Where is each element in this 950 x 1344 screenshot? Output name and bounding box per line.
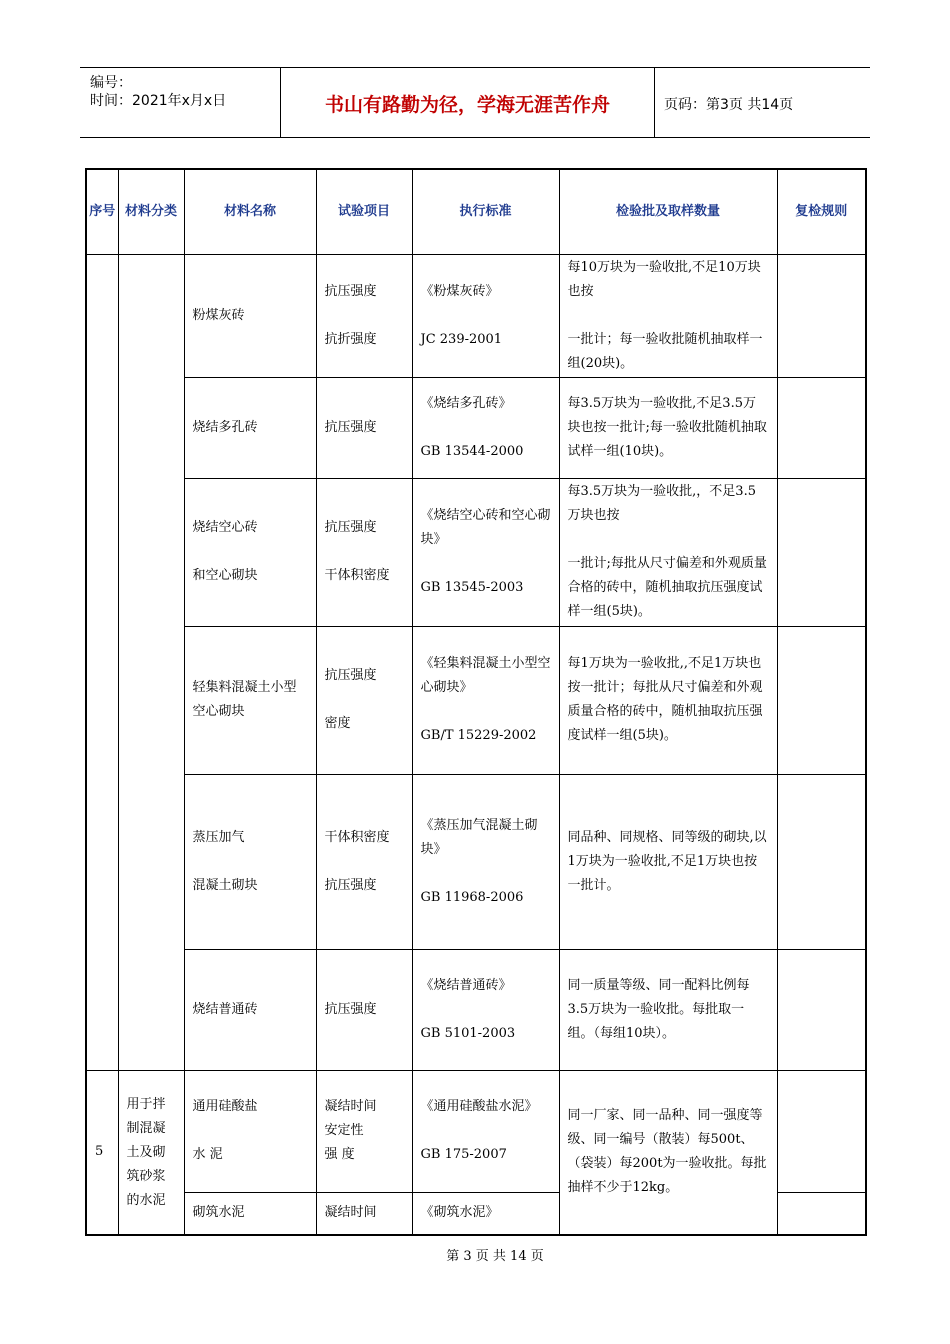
test-items — [316, 626, 412, 774]
col-header-test-items: 试验项目 — [316, 169, 412, 254]
standard — [412, 1070, 559, 1192]
seq-cell — [86, 1070, 118, 1235]
standard — [412, 1192, 559, 1235]
material-name — [184, 774, 316, 949]
test-item: 强 度 — [324, 1147, 355, 1162]
test-items — [316, 949, 412, 1070]
material-inspection-table — [85, 168, 867, 1236]
standard — [412, 949, 559, 1070]
retest-cell — [777, 254, 866, 377]
material-name — [184, 1192, 316, 1235]
material-name-text: 水 泥 — [192, 1147, 223, 1162]
test-items — [316, 1070, 412, 1192]
standard-code: GB 5101-2003 — [420, 1025, 516, 1041]
seq-text: 5 — [95, 1144, 104, 1160]
material-name — [184, 377, 316, 478]
standard — [412, 626, 559, 774]
standard — [412, 478, 559, 626]
sampling — [559, 254, 777, 377]
test-item: 凝结时间 — [324, 1099, 377, 1114]
material-name-text: 通用硅酸盐 — [192, 1099, 258, 1114]
retest-cell — [777, 949, 866, 1070]
col-header-sampling: 检验批及取样数量 — [559, 169, 777, 254]
test-item: 安定性 — [324, 1123, 364, 1138]
sampling-text: 每1万块为一验收批,,不足1万块也按一批计；每批从尺寸偏差和外观质量合格的砖中，随机抽取抗压强度试样一组(5块)。 — [567, 656, 763, 743]
time-label: 时间：2021年x月x日 — [90, 93, 227, 109]
sampling — [559, 774, 777, 949]
table-row — [86, 478, 866, 626]
header-left-cell — [80, 68, 280, 137]
standard-title: 《通用硅酸盐水泥》 — [420, 1099, 538, 1114]
material-name-text: 烧结普通砖 — [192, 1001, 258, 1017]
retest-cell — [777, 626, 866, 774]
standard-title: 《烧结空心砖和空心砌块》 — [420, 508, 551, 547]
standard-code: GB 175-2007 — [420, 1147, 507, 1162]
material-name — [184, 626, 316, 774]
test-item: 干体积密度 — [324, 829, 390, 845]
sampling — [559, 949, 777, 1070]
test-items — [316, 254, 412, 377]
standard-code: GB/T 15229-2002 — [420, 728, 537, 743]
test-item: 干体积密度 — [324, 568, 390, 583]
test-items — [316, 774, 412, 949]
material-name-text: 烧结多孔砖 — [192, 419, 258, 435]
sampling-text: 同一质量等级、同一配料比例每3.5万块为一验收批。每批取一组。（每组10块）。 — [567, 977, 750, 1041]
test-items — [316, 377, 412, 478]
standard-code: JC 239-2001 — [420, 331, 503, 347]
material-name-text: 和空心砌块 — [192, 568, 258, 583]
test-item: 抗压强度 — [324, 877, 377, 893]
sampling — [559, 626, 777, 774]
standard-title: 《烧结普通砖》 — [420, 977, 512, 993]
test-item: 抗折强度 — [324, 331, 377, 347]
table-row — [86, 774, 866, 949]
col-header-category: 材料分类 — [118, 169, 184, 254]
retest-cell — [777, 774, 866, 949]
material-name-text: 烧结空心砖 — [192, 520, 258, 535]
sampling-text: 每3.5万块为一验收批,，不足3.5万块也按 — [567, 484, 756, 523]
table-row — [86, 1070, 866, 1192]
col-header-name: 材料名称 — [184, 169, 316, 254]
standard — [412, 377, 559, 478]
material-name-text: 轻集料混凝土小型空心砌块 — [192, 680, 297, 719]
test-items — [316, 478, 412, 626]
motto: 书山有路勤为径，学海无涯苦作舟 — [324, 94, 610, 116]
document-header — [80, 67, 870, 138]
test-item: 抗压强度 — [324, 419, 377, 435]
test-item: 密度 — [324, 716, 351, 731]
sampling-text: 同品种、同规格、同等级的砌块,以1万块为一验收批,不足1万块也按一批计。 — [567, 829, 767, 893]
header-center-cell — [280, 68, 655, 137]
sampling — [559, 377, 777, 478]
col-header-seq: 序号 — [86, 169, 118, 254]
table-row — [86, 626, 866, 774]
table-row — [86, 377, 866, 478]
material-name — [184, 254, 316, 377]
standard-code: GB 13545-2003 — [420, 580, 524, 595]
col-header-retest: 复检规则 — [777, 169, 866, 254]
sampling-text: 每3.5万块为一验收批,不足3.5万块也按一批计;每一验收批随机抽取试样一组(10块)。 — [567, 395, 767, 459]
sampling-text: 一批计;每批从尺寸偏差和外观质量合格的砖中，随机抽取抗压强度试样一组(5块)。 — [567, 556, 767, 619]
retest-cell — [777, 478, 866, 626]
retest-cell — [777, 1192, 866, 1235]
retest-cell — [777, 1070, 866, 1192]
page-footer: 第 3 页 共 14 页 — [446, 1249, 544, 1264]
material-name — [184, 949, 316, 1070]
table-header-row — [86, 169, 866, 254]
header-right-cell — [654, 68, 870, 137]
sampling-text: 同一厂家、同一品种、同一强度等级、同一编号（散装）每500t、（袋装）每200t为一验收批。每批抽样不少于12kg。 — [567, 1108, 767, 1196]
standard-code: GB 11968-2006 — [420, 889, 524, 905]
test-items — [316, 1192, 412, 1235]
category-cell — [118, 1070, 184, 1235]
standard-title: 《砌筑水泥》 — [420, 1205, 499, 1221]
test-item: 抗压强度 — [324, 283, 377, 299]
material-name — [184, 478, 316, 626]
col-header-standard: 执行标准 — [412, 169, 559, 254]
standard-title: 《轻集料混凝土小型空心砌块》 — [420, 656, 551, 695]
category-cell — [118, 254, 184, 1070]
table-row — [86, 949, 866, 1070]
material-name-text: 蒸压加气 — [192, 829, 245, 845]
standard-title: 《粉煤灰砖》 — [420, 283, 499, 299]
standard-code: GB 13544-2000 — [420, 443, 524, 459]
standard — [412, 774, 559, 949]
page-code: 页码：第3页 共14页 — [664, 97, 794, 113]
material-name-text: 粉煤灰砖 — [192, 307, 245, 323]
material-name-text: 砌筑水泥 — [192, 1205, 245, 1221]
retest-cell — [777, 377, 866, 478]
test-item: 凝结时间 — [324, 1205, 377, 1221]
table-row — [86, 254, 866, 377]
standard — [412, 254, 559, 377]
sampling-text: 每10万块为一验收批,不足10万块也按 — [567, 259, 761, 299]
test-item: 抗压强度 — [324, 668, 377, 683]
seq-cell — [86, 254, 118, 1070]
material-name — [184, 1070, 316, 1192]
sampling — [559, 1070, 777, 1235]
standard-title: 《蒸压加气混凝土砌块》 — [420, 817, 538, 857]
material-name-text: 混凝土砌块 — [192, 877, 258, 893]
test-item: 抗压强度 — [324, 520, 377, 535]
number-label: 编号： — [90, 75, 132, 91]
sampling-text: 一批计；每一验收批随机抽取样一组(20块)。 — [567, 331, 763, 371]
sampling — [559, 478, 777, 626]
test-item: 抗压强度 — [324, 1001, 377, 1017]
category-text: 用于拌制混凝土及砌筑砂浆的水泥 — [126, 1097, 166, 1209]
standard-title: 《烧结多孔砖》 — [420, 395, 512, 411]
